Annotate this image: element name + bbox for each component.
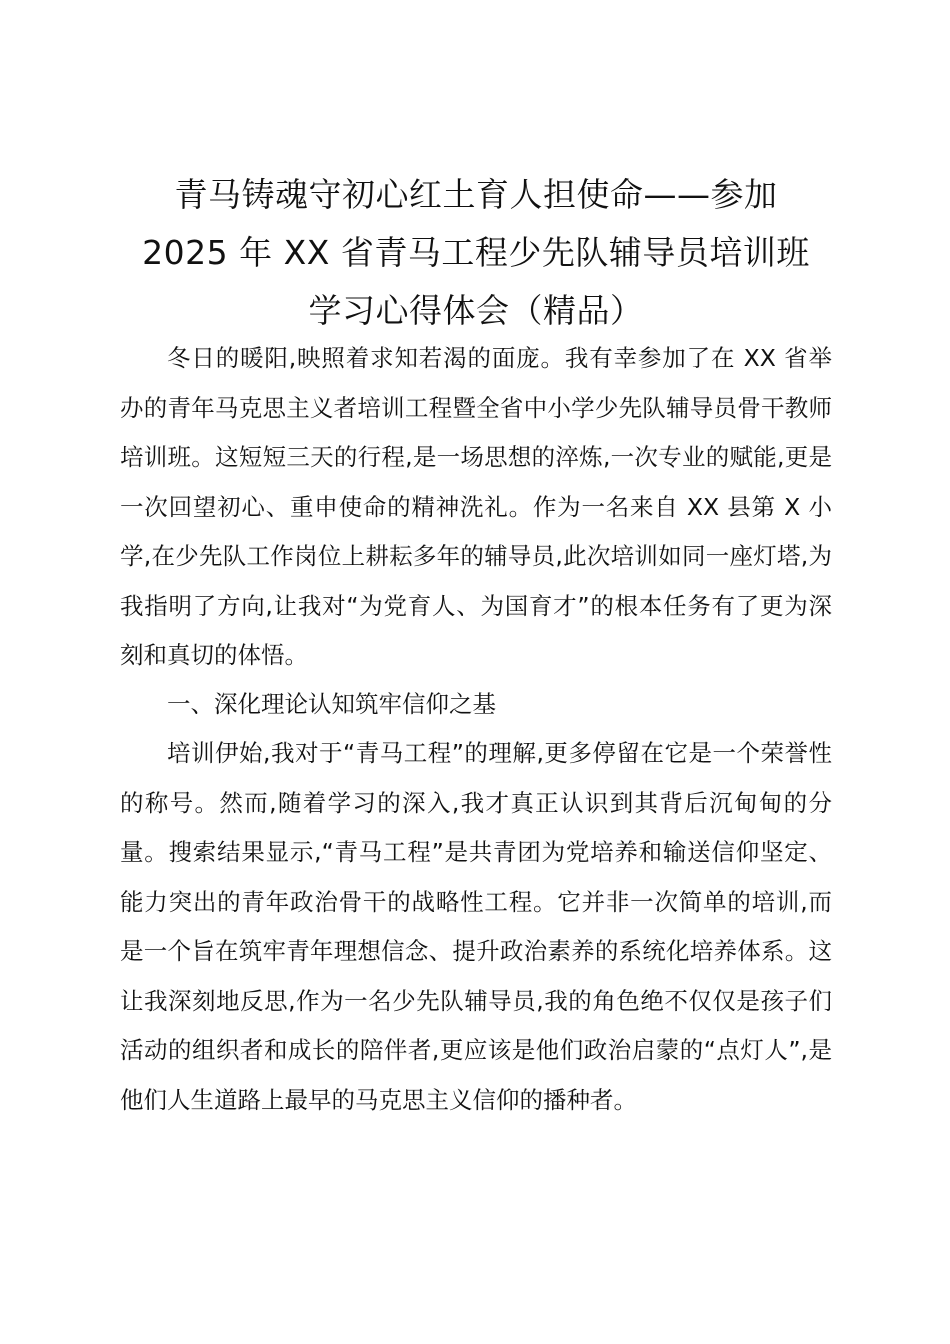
paragraph-intro: [120, 334, 832, 681]
paragraph-section-1: [120, 729, 832, 1125]
paragraph-2-text: 培训伊始,我对于“青马工程”的理解,更多停留在它是一个荣誉性的称号。然而,随着学习的深入,我才真正认识到其背后沉甸甸的分量。搜索结果显示,“青马工程”是共青团为党培养和输送信仰坚定、能力突出的青年政治骨干的战略性工程。它并非一次简单的培训,而是一个旨在筑牢青年理想信念、提升政治素养的系统化培养体系。这让我深刻地反思,作为一名少先队辅导员,我的角色绝不仅仅是孩子们活动的组织者和成长的陪伴者,更应该是他们政治启蒙的“点灯人”,是他们人生道路上最早的马克思主义信仰的播种者。: [120, 739, 832, 1114]
title-line-3: 学习心得体会（精品）: [308, 291, 644, 330]
title-line-2: 2025 年 XX 省青马工程少先队辅导员培训班: [142, 233, 810, 272]
section-1-heading: 一、深化理论认知筑牢信仰之基: [167, 690, 496, 718]
paragraph-1-text: 冬日的暖阳,映照着求知若渴的面庞。我有幸参加了在 XX 省举办的青年马克思主义者培训工程暨全省中小学少先队辅导员骨干教师培训班。这短短三天的行程,是一场思想的淬炼,一次专业的赋能,更是一次回望初心、重申使命的精神洗礼。作为一名来自 XX 县第 X 小学,在少先队工作岗位上耕耘多年的辅导员,此次培训如同一座灯塔,为我指明了方向,让我对“为党育人、为国育才”的根本任务有了更为深刻和真切的体悟。: [120, 344, 832, 669]
document-page: [120, 0, 832, 1344]
title-line-1: 青马铸魂守初心红土育人担使命——参加: [174, 175, 778, 214]
section-heading: [120, 680, 832, 730]
document-title: [112, 166, 840, 340]
